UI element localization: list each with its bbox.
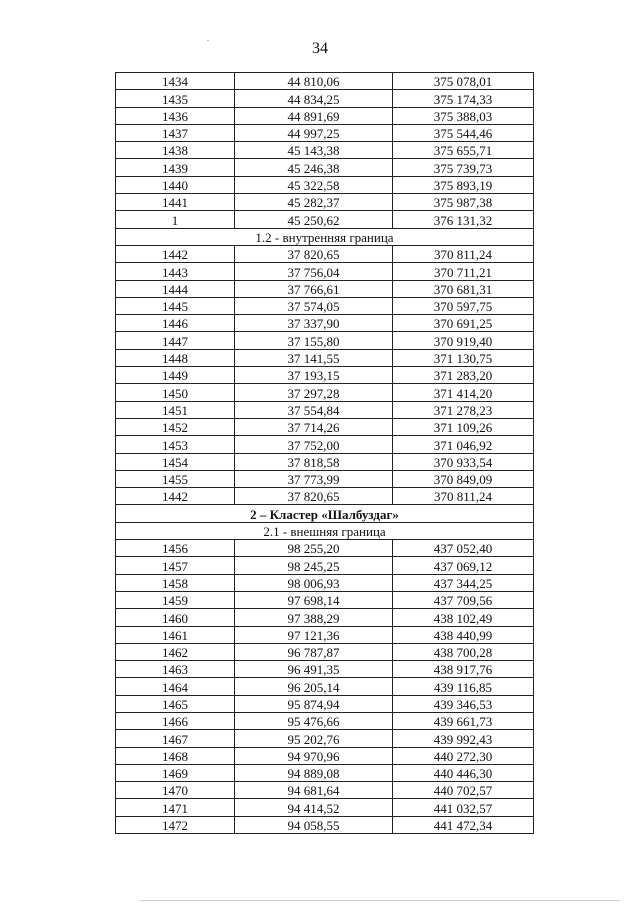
point-number-cell: 1459 <box>116 591 235 608</box>
y-coordinate-cell: 439 992,43 <box>393 730 534 747</box>
boundary-heading-row <box>116 522 534 539</box>
y-coordinate-cell: 375 078,01 <box>393 73 534 90</box>
y-coordinate-cell: 371 046,92 <box>393 436 534 453</box>
y-coordinate-cell: 439 346,53 <box>393 695 534 712</box>
x-coordinate-cell: 45 322,58 <box>235 176 393 193</box>
point-number-cell: 1461 <box>116 626 235 643</box>
point-number-cell: 1 <box>116 211 235 228</box>
x-coordinate-cell: 96 205,14 <box>235 678 393 695</box>
table-row <box>116 799 534 816</box>
y-coordinate-cell: 441 032,57 <box>393 799 534 816</box>
table-row <box>116 540 534 557</box>
point-number-cell: 1462 <box>116 643 235 660</box>
x-coordinate-cell: 97 698,14 <box>235 591 393 608</box>
y-coordinate-cell: 370 811,24 <box>393 245 534 262</box>
x-coordinate-cell: 37 820,65 <box>235 245 393 262</box>
y-coordinate-cell: 371 414,20 <box>393 384 534 401</box>
x-coordinate-cell: 37 193,15 <box>235 367 393 384</box>
table-row <box>116 107 534 124</box>
y-coordinate-cell: 439 116,85 <box>393 678 534 695</box>
page-bottom-edge <box>140 900 620 901</box>
x-coordinate-cell: 95 476,66 <box>235 712 393 729</box>
y-coordinate-cell: 371 109,26 <box>393 418 534 435</box>
x-coordinate-cell: 94 414,52 <box>235 799 393 816</box>
table-row <box>116 142 534 159</box>
y-coordinate-cell: 437 052,40 <box>393 540 534 557</box>
table-row <box>116 263 534 280</box>
y-coordinate-cell: 375 388,03 <box>393 107 534 124</box>
boundary-heading-row <box>116 228 534 245</box>
y-coordinate-cell: 439 661,73 <box>393 712 534 729</box>
table-row <box>116 453 534 470</box>
y-coordinate-cell: 440 446,30 <box>393 764 534 781</box>
point-number-cell: 1435 <box>116 90 235 107</box>
y-coordinate-cell: 437 709,56 <box>393 591 534 608</box>
table-row <box>116 349 534 366</box>
table-row <box>116 401 534 418</box>
point-number-cell: 1458 <box>116 574 235 591</box>
table-row <box>116 124 534 141</box>
table-row <box>116 90 534 107</box>
table-row <box>116 712 534 729</box>
y-coordinate-cell: 371 283,20 <box>393 367 534 384</box>
x-coordinate-cell: 94 970,96 <box>235 747 393 764</box>
table-row <box>116 418 534 435</box>
y-coordinate-cell: 438 102,49 <box>393 609 534 626</box>
x-coordinate-cell: 97 121,36 <box>235 626 393 643</box>
point-number-cell: 1465 <box>116 695 235 712</box>
x-coordinate-cell: 37 337,90 <box>235 315 393 332</box>
x-coordinate-cell: 37 820,65 <box>235 488 393 505</box>
point-number-cell: 1440 <box>116 176 235 193</box>
table-row <box>116 816 534 833</box>
y-coordinate-cell: 440 272,30 <box>393 747 534 764</box>
cluster-heading-row <box>116 505 534 522</box>
point-number-cell: 1436 <box>116 107 235 124</box>
y-coordinate-cell: 370 811,24 <box>393 488 534 505</box>
point-number-cell: 1449 <box>116 367 235 384</box>
y-coordinate-cell: 371 278,23 <box>393 401 534 418</box>
point-number-cell: 1434 <box>116 73 235 90</box>
x-coordinate-cell: 44 834,25 <box>235 90 393 107</box>
point-number-cell: 1470 <box>116 782 235 799</box>
x-coordinate-cell: 97 388,29 <box>235 609 393 626</box>
table-row <box>116 367 534 384</box>
point-number-cell: 1438 <box>116 142 235 159</box>
y-coordinate-cell: 375 893,19 <box>393 176 534 193</box>
x-coordinate-cell: 37 766,61 <box>235 280 393 297</box>
coordinates-table <box>115 72 534 834</box>
y-coordinate-cell: 376 131,32 <box>393 211 534 228</box>
point-number-cell: 1457 <box>116 557 235 574</box>
x-coordinate-cell: 96 491,35 <box>235 661 393 678</box>
point-number-cell: 1468 <box>116 747 235 764</box>
x-coordinate-cell: 45 250,62 <box>235 211 393 228</box>
x-coordinate-cell: 45 143,38 <box>235 142 393 159</box>
table-row <box>116 470 534 487</box>
point-number-cell: 1456 <box>116 540 235 557</box>
table-row <box>116 176 534 193</box>
boundary-heading: 1.2 - внутренняя граница <box>116 228 534 245</box>
y-coordinate-cell: 438 440,99 <box>393 626 534 643</box>
table-row <box>116 747 534 764</box>
x-coordinate-cell: 95 202,76 <box>235 730 393 747</box>
x-coordinate-cell: 94 058,55 <box>235 816 393 833</box>
point-number-cell: 1441 <box>116 194 235 211</box>
point-number-cell: 1447 <box>116 332 235 349</box>
x-coordinate-cell: 98 006,93 <box>235 574 393 591</box>
y-coordinate-cell: 375 174,33 <box>393 90 534 107</box>
point-number-cell: 1466 <box>116 712 235 729</box>
x-coordinate-cell: 37 818,58 <box>235 453 393 470</box>
x-coordinate-cell: 45 282,37 <box>235 194 393 211</box>
table-row <box>116 782 534 799</box>
y-coordinate-cell: 375 655,71 <box>393 142 534 159</box>
point-number-cell: 1445 <box>116 297 235 314</box>
table-row <box>116 678 534 695</box>
x-coordinate-cell: 37 574,05 <box>235 297 393 314</box>
y-coordinate-cell: 375 987,38 <box>393 194 534 211</box>
x-coordinate-cell: 44 810,06 <box>235 73 393 90</box>
table-row <box>116 245 534 262</box>
point-number-cell: 1450 <box>116 384 235 401</box>
x-coordinate-cell: 37 141,55 <box>235 349 393 366</box>
table-row <box>116 695 534 712</box>
point-number-cell: 1455 <box>116 470 235 487</box>
x-coordinate-cell: 37 554,84 <box>235 401 393 418</box>
x-coordinate-cell: 37 155,80 <box>235 332 393 349</box>
y-coordinate-cell: 371 130,75 <box>393 349 534 366</box>
table-row <box>116 609 534 626</box>
point-number-cell: 1442 <box>116 245 235 262</box>
x-coordinate-cell: 95 874,94 <box>235 695 393 712</box>
y-coordinate-cell: 438 917,76 <box>393 661 534 678</box>
point-number-cell: 1444 <box>116 280 235 297</box>
table-row <box>116 591 534 608</box>
table-row <box>116 436 534 453</box>
x-coordinate-cell: 98 255,20 <box>235 540 393 557</box>
y-coordinate-cell: 437 344,25 <box>393 574 534 591</box>
y-coordinate-cell: 370 597,75 <box>393 297 534 314</box>
table-row <box>116 764 534 781</box>
boundary-heading: 2.1 - внешняя граница <box>116 522 534 539</box>
point-number-cell: 1446 <box>116 315 235 332</box>
y-coordinate-cell: 370 933,54 <box>393 453 534 470</box>
table-row <box>116 159 534 176</box>
x-coordinate-cell: 96 787,87 <box>235 643 393 660</box>
table-row <box>116 297 534 314</box>
table-row <box>116 280 534 297</box>
x-coordinate-cell: 94 681,64 <box>235 782 393 799</box>
x-coordinate-cell: 37 297,28 <box>235 384 393 401</box>
table-row <box>116 643 534 660</box>
point-number-cell: 1463 <box>116 661 235 678</box>
point-number-cell: 1442 <box>116 488 235 505</box>
point-number-cell: 1443 <box>116 263 235 280</box>
table-row <box>116 488 534 505</box>
cluster-heading: 2 – Кластер «Шалбуздаг» <box>116 505 534 522</box>
y-coordinate-cell: 370 849,09 <box>393 470 534 487</box>
table-row <box>116 626 534 643</box>
point-number-cell: 1469 <box>116 764 235 781</box>
table-row <box>116 73 534 90</box>
table-row <box>116 194 534 211</box>
y-coordinate-cell: 441 472,34 <box>393 816 534 833</box>
table-row <box>116 315 534 332</box>
point-number-cell: 1467 <box>116 730 235 747</box>
y-coordinate-cell: 370 681,31 <box>393 280 534 297</box>
point-number-cell: 1451 <box>116 401 235 418</box>
point-number-cell: 1437 <box>116 124 235 141</box>
y-coordinate-cell: 438 700,28 <box>393 643 534 660</box>
point-number-cell: 1454 <box>116 453 235 470</box>
point-number-cell: 1460 <box>116 609 235 626</box>
x-coordinate-cell: 37 773,99 <box>235 470 393 487</box>
point-number-cell: 1464 <box>116 678 235 695</box>
x-coordinate-cell: 44 997,25 <box>235 124 393 141</box>
y-coordinate-cell: 370 711,21 <box>393 263 534 280</box>
x-coordinate-cell: 94 889,08 <box>235 764 393 781</box>
x-coordinate-cell: 98 245,25 <box>235 557 393 574</box>
table-row <box>116 384 534 401</box>
x-coordinate-cell: 44 891,69 <box>235 107 393 124</box>
point-number-cell: 1439 <box>116 159 235 176</box>
point-number-cell: 1471 <box>116 799 235 816</box>
point-number-cell: 1472 <box>116 816 235 833</box>
x-coordinate-cell: 37 756,04 <box>235 263 393 280</box>
coordinates-table-body <box>116 73 534 834</box>
table-row <box>116 557 534 574</box>
table-row <box>116 730 534 747</box>
point-number-cell: 1453 <box>116 436 235 453</box>
table-row <box>116 661 534 678</box>
table-row <box>116 574 534 591</box>
x-coordinate-cell: 45 246,38 <box>235 159 393 176</box>
page-number: 34 <box>312 40 328 57</box>
y-coordinate-cell: 375 739,73 <box>393 159 534 176</box>
y-coordinate-cell: 437 069,12 <box>393 557 534 574</box>
table-row <box>116 211 534 228</box>
y-coordinate-cell: 370 919,40 <box>393 332 534 349</box>
y-coordinate-cell: 375 544,46 <box>393 124 534 141</box>
y-coordinate-cell: 370 691,25 <box>393 315 534 332</box>
x-coordinate-cell: 37 714,26 <box>235 418 393 435</box>
x-coordinate-cell: 37 752,00 <box>235 436 393 453</box>
point-number-cell: 1452 <box>116 418 235 435</box>
y-coordinate-cell: 440 702,57 <box>393 782 534 799</box>
table-row <box>116 332 534 349</box>
scan-speck <box>207 40 209 41</box>
point-number-cell: 1448 <box>116 349 235 366</box>
